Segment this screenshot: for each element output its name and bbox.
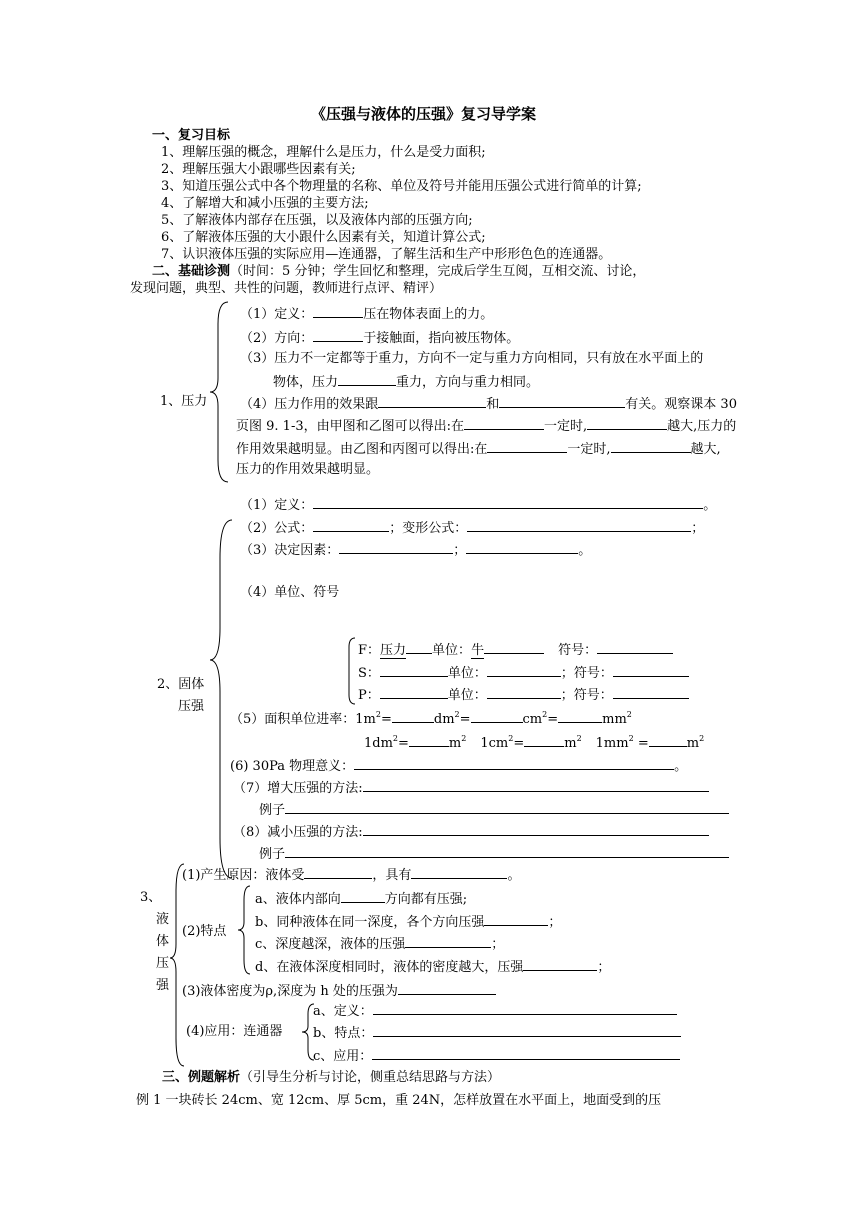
blank[interactable]	[471, 710, 523, 723]
liquid-features-label: (2)特点	[182, 924, 227, 939]
blank[interactable]	[411, 866, 507, 879]
pressure-effect-2: 页图 9. 1-3，由甲图和乙图可以得出:在 一定时, 越大,压力的	[236, 419, 737, 434]
application-a: a、定义：	[313, 1002, 677, 1020]
liquid-cause: (1)产生原因：液体受 ，具有 。	[182, 868, 521, 883]
blank[interactable]	[304, 866, 372, 879]
section-1-heading: 一、复习目标	[152, 128, 231, 143]
blank[interactable]	[363, 823, 709, 836]
blank[interactable]	[398, 982, 496, 995]
blank[interactable]	[484, 913, 548, 926]
page-title: 《压强与液体的压强》复习导学案	[311, 105, 537, 123]
decrease-pressure: （8）减小压强的方法:	[233, 823, 709, 841]
feature-b: b、同种液体在同一深度，各个方向压强 ；	[255, 915, 562, 930]
goal-1: 1、理解压强的概念，理解什么是压力，什么是受力面积;	[161, 145, 486, 160]
goal-4: 4、了解增大和减小压强的主要方法;	[161, 196, 369, 211]
feature-brace	[234, 884, 254, 976]
blank[interactable]	[406, 641, 432, 654]
blank[interactable]	[363, 779, 709, 792]
newton-unit: 牛	[471, 643, 485, 658]
section-3-heading: 三、例题解析	[162, 1070, 241, 1085]
units-row-s: S： 单位： ；符号：	[358, 664, 689, 682]
blank[interactable]	[313, 519, 389, 532]
solid-factors: （3）决定因素： ； 。	[240, 543, 592, 558]
blank[interactable]	[338, 373, 396, 386]
solid-units: （4）单位、符号	[240, 585, 340, 600]
solid-label-1: 2、固体	[157, 677, 205, 692]
increase-pressure: （7）增大压强的方法:	[233, 779, 709, 797]
pressure-brace	[214, 300, 234, 484]
pa-meaning: (6) 30Pa 物理意义： 。	[230, 759, 688, 774]
blank[interactable]	[354, 757, 674, 770]
section-2-note: （时间：5 分钟；学生回忆和整理，完成后学生互阅，互相交流、讨论，	[230, 264, 646, 279]
section-3-note: （引导生分析与讨论，侧重总结思路与方法）	[240, 1070, 501, 1085]
pressure-direction: （2）方向： 于接触面，指向被压物体。	[240, 331, 520, 346]
blank[interactable]	[466, 541, 578, 554]
pressure-definition: （1）定义： 压在物体表面上的力。	[240, 307, 494, 322]
area-conversion-2: $1dm^2= m^2$ $1cm^2= m^2$ $1mm^2 = m^2$	[364, 734, 705, 751]
blank[interactable]	[313, 329, 363, 342]
blank[interactable]	[380, 686, 448, 699]
blank[interactable]	[487, 664, 561, 677]
goal-6: 6、了解液体压强的大小跟什么因素有关，知道计算公式;	[161, 230, 486, 245]
section-2-note-2: 发现问题，典型、共性的问题，教师进行点评、精评）	[130, 281, 443, 296]
goal-2: 2、理解压强大小跟哪些因素有关;	[161, 162, 356, 177]
application-c: c、应用：	[313, 1047, 680, 1065]
blank[interactable]	[499, 395, 625, 408]
blank[interactable]	[313, 305, 363, 318]
pressure-gravity-1: （3）压力不一定都等于重力，方向不一定与重力方向相同，只有放在水平面上的	[240, 351, 704, 366]
blank[interactable]	[409, 734, 449, 747]
goal-7: 7、认识液体压强的实际应用—连通器，了解生活和生产中形形色色的连通器。	[161, 247, 612, 262]
units-row-f: F：压力 单位：牛 符号：	[358, 641, 673, 659]
solid-brace	[206, 518, 236, 880]
blank[interactable]	[464, 417, 544, 430]
example-1: 例 1 一块砖长 24cm、宽 12cm、厚 5cm，重 24N，怎样放置在水平面上，地面受到的压	[136, 1093, 662, 1108]
feature-d: d、在液体深度相同时，液体的密度越大，压强 ；	[255, 960, 611, 975]
blank[interactable]	[524, 734, 564, 747]
solid-label-2: 压强	[178, 699, 205, 714]
blank[interactable]	[372, 1047, 680, 1060]
blank[interactable]	[341, 890, 385, 903]
blank[interactable]	[285, 845, 729, 858]
liquid-number: 3、	[140, 890, 162, 905]
units-bracket	[346, 637, 358, 705]
goal-5: 5、了解液体内部存在压强，以及液体内部的压强方向;	[161, 213, 473, 228]
blank[interactable]	[587, 417, 667, 430]
blank[interactable]	[487, 440, 567, 453]
pressure-effect-3: 作用效果越明显。由乙图和丙图可以得出:在 一定时, 越大,	[236, 442, 721, 457]
area-conversion-1: （5）面积单位进率：$1m^2= dm^2= cm^2= mm^2$	[230, 710, 632, 727]
section-2-heading: 二、基础诊测	[152, 264, 231, 279]
blank[interactable]	[649, 734, 687, 747]
blank[interactable]	[523, 958, 597, 971]
liquid-char-4: 强	[156, 978, 170, 993]
pressure-gravity-2: 物体，压力 重力，方向与重力相同。	[273, 375, 540, 390]
solid-definition: （1）定义： 。	[240, 498, 717, 513]
blank[interactable]	[613, 686, 689, 699]
application-b: b、特点：	[313, 1024, 681, 1042]
blank[interactable]	[373, 1002, 677, 1015]
section-2-line	[152, 264, 645, 280]
liquid-char-2: 体	[156, 934, 170, 949]
blank[interactable]	[373, 1024, 681, 1037]
blank[interactable]	[392, 710, 434, 723]
blank[interactable]	[339, 541, 453, 554]
liquid-brace	[168, 862, 188, 1068]
blank[interactable]	[405, 935, 491, 948]
blank[interactable]	[613, 664, 689, 677]
blank[interactable]	[380, 664, 448, 677]
blank[interactable]	[378, 395, 486, 408]
pressure-name: 压力	[380, 643, 407, 658]
goal-3: 3、知道压强公式中各个物理量的名称、单位及符号并能用压强公式进行简单的计算;	[161, 179, 642, 194]
decrease-example: 例子	[259, 845, 729, 863]
solid-formula: （2）公式： ；变形公式： ；	[240, 521, 705, 536]
blank[interactable]	[558, 710, 602, 723]
pressure-label: 1、压力	[160, 394, 208, 409]
blank[interactable]	[313, 496, 703, 509]
liquid-application: (4)应用：连通器	[186, 1024, 283, 1039]
blank[interactable]	[467, 519, 691, 532]
blank[interactable]	[487, 686, 561, 699]
blank[interactable]	[611, 440, 691, 453]
section-3-line	[162, 1070, 500, 1086]
pressure-effect-1: （4）压力作用的效果跟 和 有关。观察课本 30	[240, 397, 737, 412]
units-row-p: P： 单位： ；符号：	[358, 686, 689, 704]
liquid-char-1: 液	[156, 912, 170, 927]
pressure-effect-4: 压力的作用效果越明显。	[236, 462, 380, 477]
blank[interactable]	[597, 641, 673, 654]
liquid-density: (3)液体密度为ρ,深度为 h 处的压强为	[182, 982, 496, 1000]
feature-c: c、深度越深，液体的压强 ；	[255, 937, 505, 952]
blank[interactable]	[484, 641, 544, 654]
feature-a: a、液体内部向 方向都有压强;	[255, 892, 468, 907]
liquid-char-3: 压	[156, 956, 170, 971]
increase-example: 例子	[259, 801, 729, 819]
blank[interactable]	[285, 801, 729, 814]
